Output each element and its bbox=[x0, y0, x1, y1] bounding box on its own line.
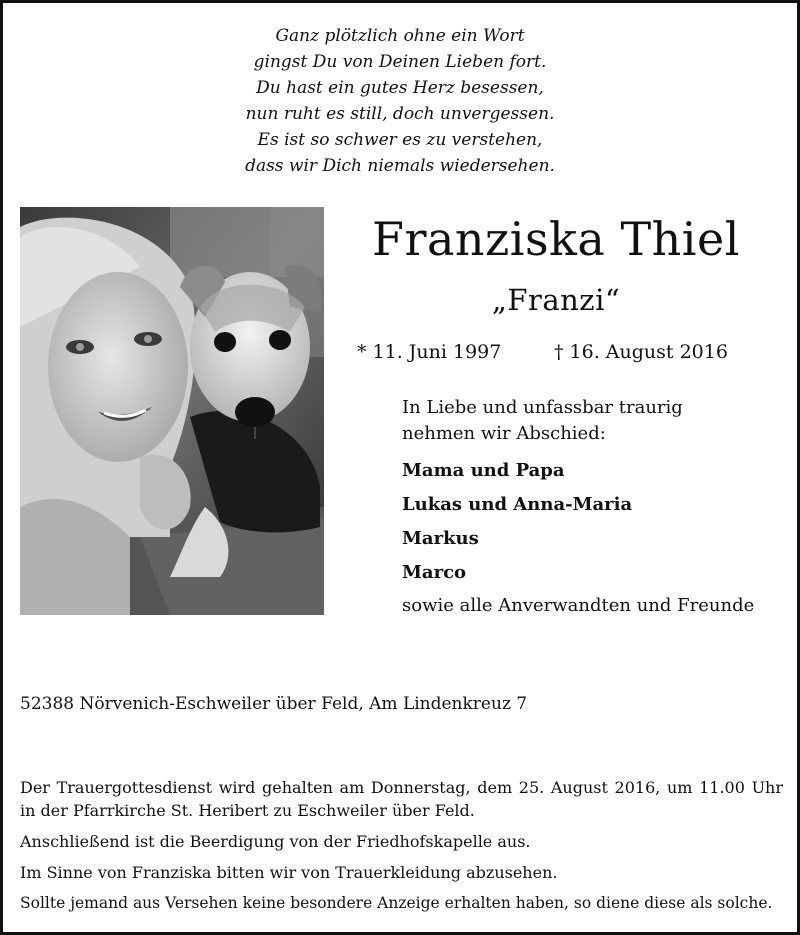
mourner-name: Mama und Papa bbox=[402, 460, 565, 481]
portrait-photo bbox=[20, 207, 324, 615]
mourner-name: Marco bbox=[402, 562, 467, 583]
poem-line: dass wir Dich niemals wiedersehen. bbox=[245, 156, 555, 176]
poem-line: Ganz plötzlich ohne ein Wort bbox=[275, 26, 525, 46]
farewell-line: nehmen wir Abschied: bbox=[402, 423, 606, 444]
mourner-name: Markus bbox=[402, 528, 479, 549]
memorial-poem bbox=[3, 23, 797, 179]
poem-line: Du hast ein gutes Herz besessen, bbox=[256, 78, 544, 98]
birth-date: * 11. Juni 1997 bbox=[357, 341, 502, 363]
deceased-name: Franziska Thiel bbox=[372, 212, 740, 266]
mourners-list bbox=[402, 458, 632, 594]
family-address: 52388 Nörvenich-Eschweiler über Feld, Am Lindenkreuz 7 bbox=[20, 694, 528, 714]
farewell-text bbox=[402, 395, 683, 447]
farewell-line: In Liebe und unfassbar traurig bbox=[402, 397, 683, 418]
poem-line: Es ist so schwer es zu verstehen, bbox=[257, 130, 543, 150]
service-paragraph: Sollte jemand aus Versehen keine besondere Anzeige erhalten haben, so diene diese als solche. bbox=[20, 894, 773, 912]
service-info bbox=[20, 776, 783, 915]
poem-line: gingst Du von Deinen Lieben fort. bbox=[253, 52, 547, 72]
service-paragraph: Im Sinne von Franziska bitten wir von Trauerkleidung abzusehen. bbox=[20, 863, 558, 882]
service-paragraph: Der Trauergottesdienst wird gehalten am Donnerstag, dem 25. August 2016, um 11.00 Uhr in der Pfarrkirche St. Heribert zu Eschweiler über Feld. bbox=[20, 778, 783, 820]
service-paragraph: Anschließend ist die Beerdigung von der Friedhofskapelle aus. bbox=[20, 832, 531, 851]
deceased-nickname: „Franzi“ bbox=[491, 283, 621, 317]
relatives-line: sowie alle Anverwandten und Freunde bbox=[402, 595, 755, 616]
poem-line: nun ruht es still, doch unvergessen. bbox=[245, 104, 555, 124]
mourner-name: Lukas und Anna-Maria bbox=[402, 494, 633, 515]
death-date: † 16. August 2016 bbox=[554, 341, 728, 363]
